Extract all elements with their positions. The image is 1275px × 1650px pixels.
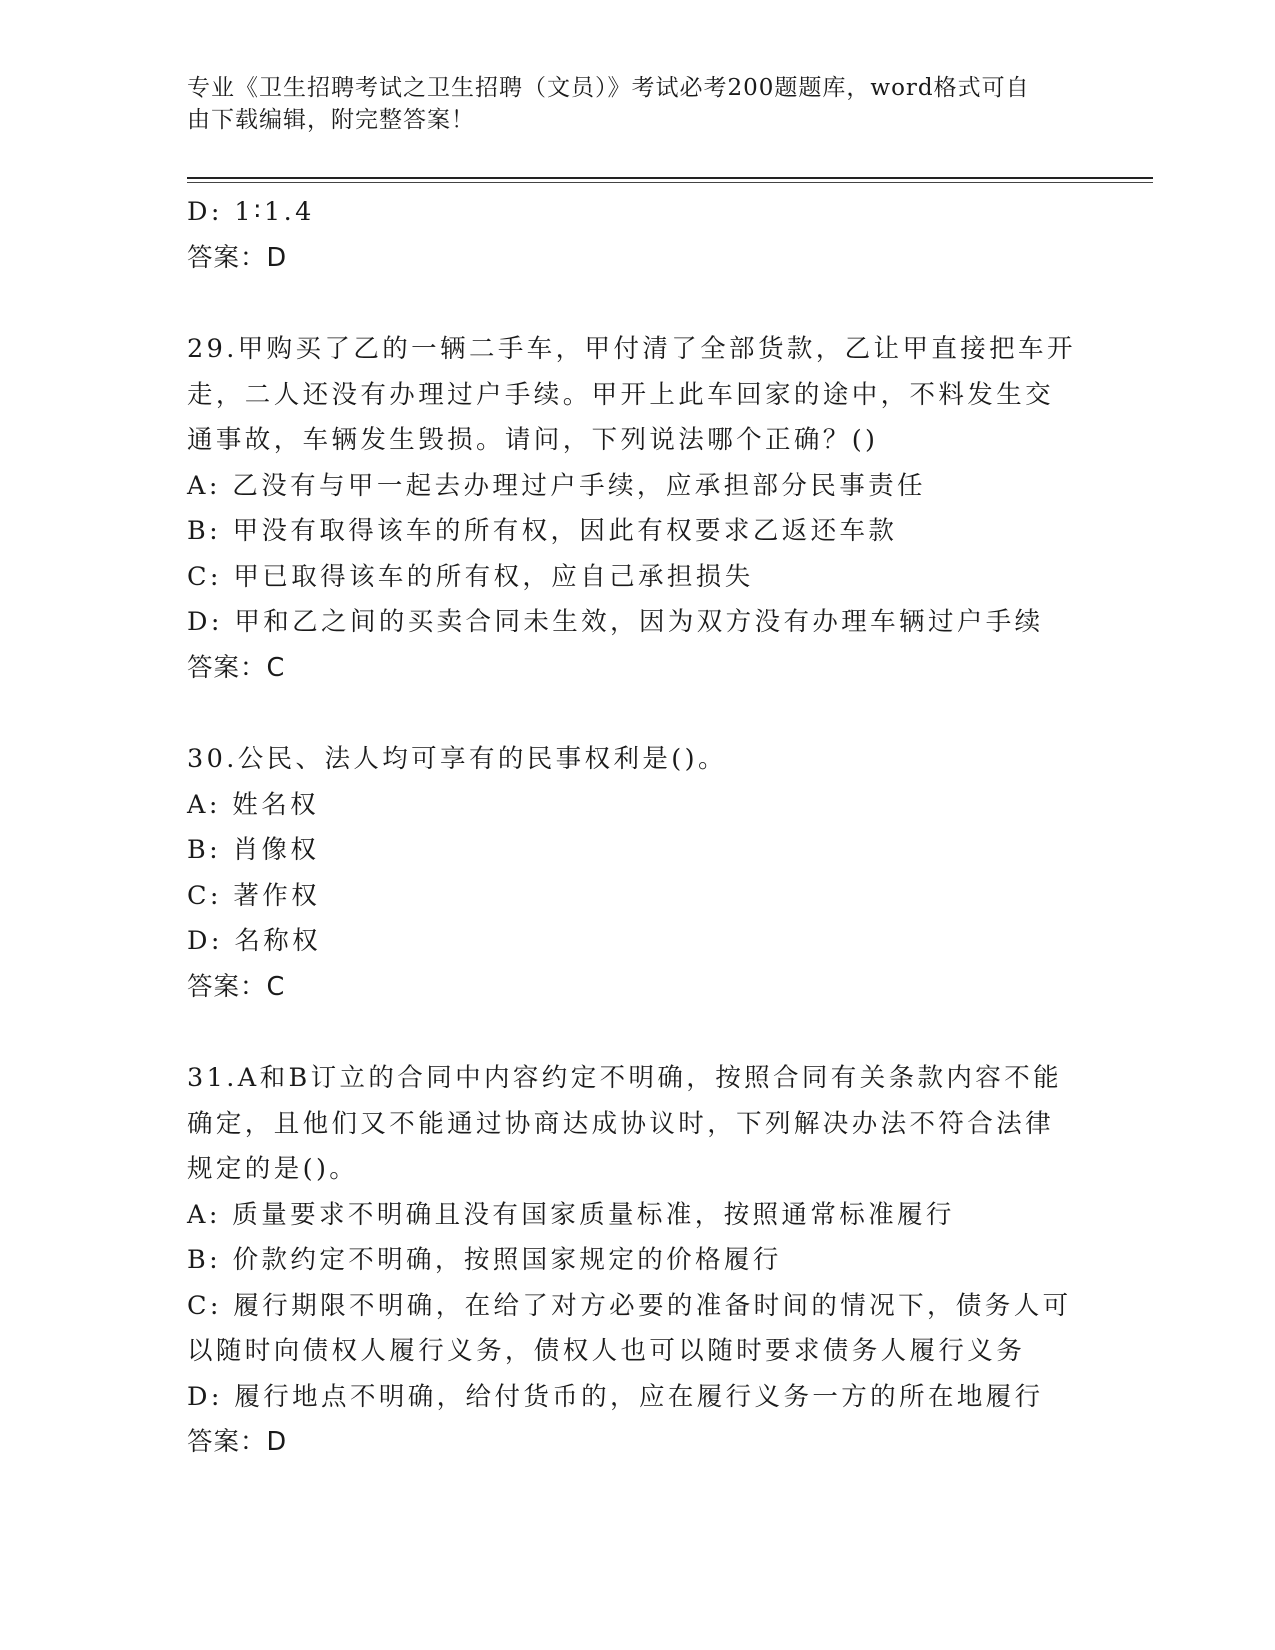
header-divider-thin	[187, 182, 1153, 183]
option-b: B: 肖像权	[187, 835, 320, 865]
document-body	[187, 190, 1087, 1466]
option-d: D: 名称权	[187, 926, 322, 956]
previous-question-tail	[187, 190, 1087, 281]
option-b: B: 甲没有取得该车的所有权，因此有权要求乙返还车款	[187, 516, 898, 546]
answer-line: 答案：D	[187, 1427, 288, 1457]
answer-line: 答案：C	[187, 971, 286, 1002]
option-d: D: 1∶1.4	[187, 197, 315, 227]
question-stem: 29.甲购买了乙的一辆二手车，甲付清了全部货款，乙让甲直接把车开	[187, 334, 1076, 364]
option-a: A: 姓名权	[187, 789, 320, 820]
option-c: C: 甲已取得该车的所有权，应自己承担损失	[187, 561, 754, 592]
option-d: D: 甲和乙之间的买卖合同未生效，因为双方没有办理车辆过户手续	[187, 607, 1044, 637]
header-line-2: 由下载编辑，附完整答案！	[187, 107, 475, 133]
option-a: A: 乙没有与甲一起去办理过户手续，应承担部分民事责任	[187, 470, 926, 501]
spacer	[187, 1010, 1087, 1056]
question-stem: 确定，且他们又不能通过协商达成协议时，下列解决办法不符合法律	[187, 1108, 1055, 1139]
option-c: C: 履行期限不明确，在给了对方必要的准备时间的情况下，债务人可	[187, 1290, 1072, 1321]
option-b: B: 价款约定不明确，按照国家规定的价格履行	[187, 1245, 782, 1275]
question-stem: 走，二人还没有办理过户手续。甲开上此车回家的途中，不料发生交	[187, 379, 1055, 410]
spacer	[187, 691, 1087, 737]
question-stem: 31.A和B订立的合同中内容约定不明确，按照合同有关条款内容不能	[187, 1063, 1063, 1093]
question-31	[187, 1056, 1087, 1466]
question-stem: 规定的是()。	[187, 1154, 359, 1184]
question-29	[187, 327, 1087, 691]
question-30	[187, 737, 1087, 1010]
answer-line: 答案：D	[187, 242, 288, 273]
question-stem: 30.公民、法人均可享有的民事权利是()。	[187, 744, 727, 774]
option-d: D: 履行地点不明确，给付货币的，应在履行义务一方的所在地履行	[187, 1381, 1044, 1412]
header-divider	[187, 177, 1153, 179]
document-header	[187, 72, 1067, 136]
option-c-continued: 以随时向债权人履行义务，债权人也可以随时要求债务人履行义务	[187, 1336, 1026, 1366]
header-line-1: 专业《卫生招聘考试之卫生招聘（文员）》考试必考200题题库，word格式可自	[187, 75, 1030, 101]
option-c: C: 著作权	[187, 880, 321, 911]
question-stem: 通事故，车辆发生毁损。请问，下列说法哪个正确？()	[187, 425, 879, 455]
spacer	[187, 281, 1087, 327]
answer-line: 答案：C	[187, 652, 286, 683]
option-a: A: 质量要求不明确且没有国家质量标准，按照通常标准履行	[187, 1199, 955, 1230]
